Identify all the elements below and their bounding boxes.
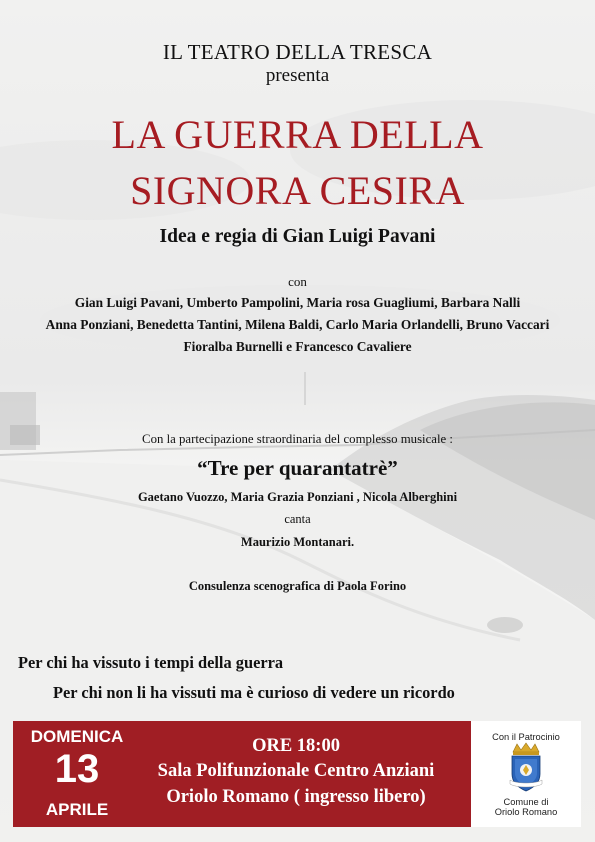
scenography-credit: Consulenza scenografica di Paola Forino bbox=[188, 579, 407, 593]
event-banner bbox=[13, 721, 581, 827]
band-members: Gaetano Vuozzo, Maria Grazia Ponziani , Nicola Alberghini bbox=[137, 490, 458, 504]
cast-line: Anna Ponziani, Benedetta Tantini, Milena Baldi, Carlo Maria Orlandelli, Bruno Vaccari bbox=[45, 317, 550, 332]
company-name: IL TEATRO DELLA TRESCA bbox=[162, 40, 433, 64]
music-intro: Con la partecipazione straordinaria del complesso musicale : bbox=[142, 432, 453, 446]
event-day-number: 13 bbox=[54, 747, 100, 791]
band-name: “Tre per quarantatrè” bbox=[197, 456, 398, 480]
patronage-label: Con il Patrocinio bbox=[492, 732, 560, 742]
presents-text: presenta bbox=[265, 65, 330, 86]
show-title-line2: SIGNORA CESIRA bbox=[130, 168, 465, 213]
show-title-line1: LA GUERRA DELLA bbox=[111, 112, 484, 157]
municipal-crest-icon bbox=[509, 742, 543, 794]
event-location: Oriolo Romano ( ingresso libero) bbox=[166, 787, 426, 807]
tagline-1: Per chi ha vissuto i tempi della guerra bbox=[18, 653, 284, 672]
patronage-box bbox=[471, 721, 581, 827]
event-time: ORE 18:00 bbox=[252, 736, 340, 756]
tagline-2: Per chi non li ha vissuti ma è curioso di vedere un ricordo bbox=[53, 683, 455, 702]
singer-name: Maurizio Montanari. bbox=[240, 535, 355, 549]
event-venue: Sala Polifunzionale Centro Anziani bbox=[157, 761, 435, 781]
cast-line: Gian Luigi Pavani, Umberto Pampolini, Maria rosa Guagliumi, Barbara Nalli bbox=[74, 295, 521, 310]
cast-line: Fioralba Burnelli e Francesco Cavaliere bbox=[183, 339, 412, 354]
sings-label: canta bbox=[284, 512, 311, 526]
cast-intro: con bbox=[288, 274, 307, 289]
event-day-of-week: DOMENICA bbox=[30, 727, 124, 746]
comune-label-line1: Comune di bbox=[503, 797, 549, 807]
comune-label-line2: Oriolo Romano bbox=[494, 807, 558, 817]
direction-credit: Idea e regia di Gian Luigi Pavani bbox=[159, 226, 436, 247]
event-month: APRILE bbox=[45, 800, 109, 819]
